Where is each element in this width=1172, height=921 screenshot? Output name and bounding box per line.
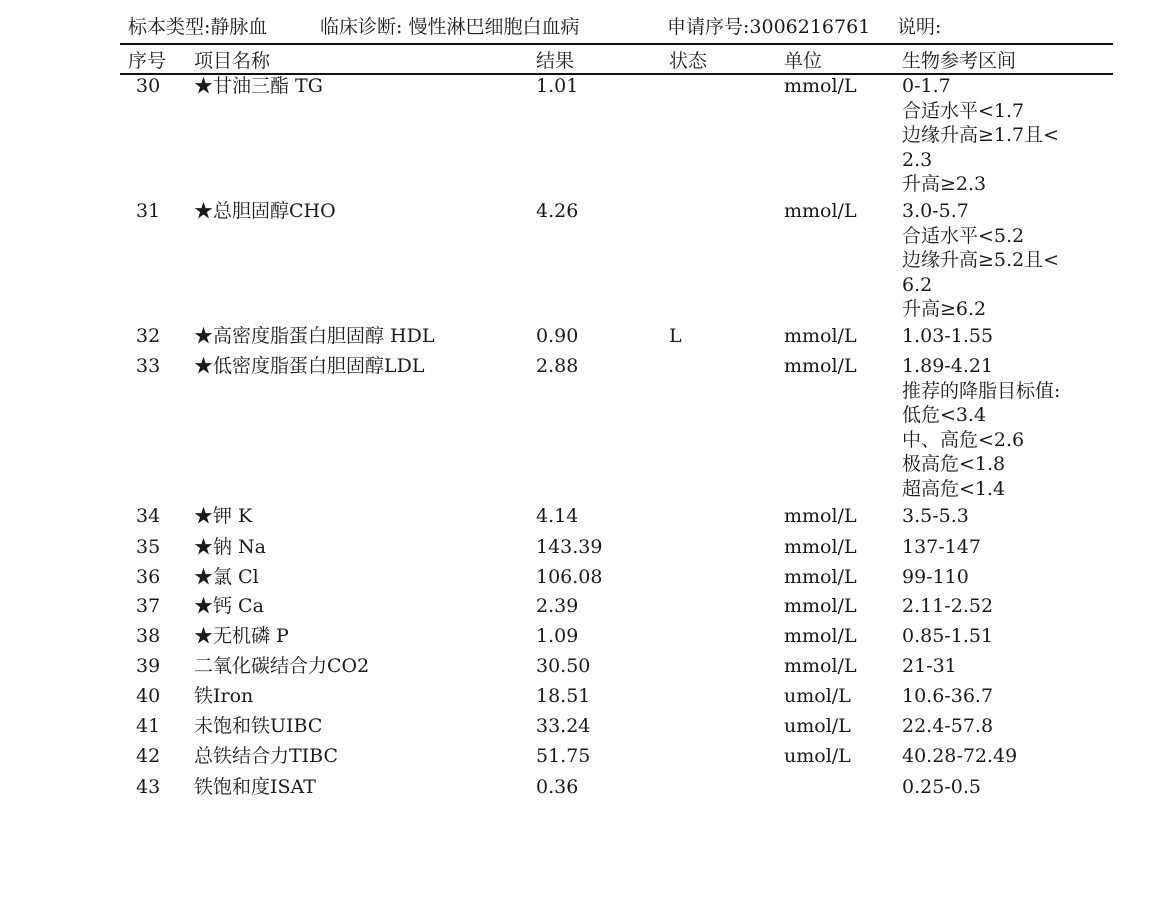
row-unit: umol/L	[784, 685, 851, 707]
row-reference-range	[902, 744, 1017, 769]
row-reference-range	[902, 624, 993, 649]
col-status: 状态	[669, 50, 708, 72]
row-seq: 39	[136, 655, 161, 677]
row-reference-range	[902, 324, 993, 349]
row-seq: 31	[136, 200, 161, 222]
reference-line: 推荐的降脂目标值:	[902, 379, 1061, 402]
reference-line: 边缘升高≥1.7且<	[902, 124, 1060, 146]
row-item-name: 未饱和铁UIBC	[194, 715, 323, 737]
row-item-name: 总铁结合力TIBC	[194, 745, 339, 767]
row-reference-range	[902, 594, 993, 619]
row-seq: 36	[136, 566, 161, 588]
table-header	[0, 46, 1172, 72]
row-seq: 37	[136, 595, 161, 617]
row-item-name: 铁Iron	[194, 685, 254, 707]
row-reference-range	[902, 535, 981, 560]
row-result: 0.36	[536, 776, 579, 798]
row-unit: mmol/L	[784, 325, 857, 347]
reference-line: 0.25-0.5	[902, 776, 981, 798]
row-reference-range	[902, 714, 993, 739]
row-item-name: ★氯 Cl	[194, 566, 259, 588]
row-item-name: ★总胆固醇CHO	[194, 200, 336, 222]
row-unit: mmol/L	[784, 355, 857, 377]
header-top-rule	[120, 43, 1113, 45]
reference-line: 0.85-1.51	[902, 625, 994, 647]
row-reference-range	[902, 775, 981, 800]
row-result: 1.01	[536, 75, 579, 97]
reference-line: 3.5-5.3	[902, 505, 969, 527]
reference-line: 超高危<1.4	[902, 477, 1006, 500]
row-reference-range	[902, 654, 957, 679]
row-unit: mmol/L	[784, 595, 857, 617]
row-unit: mmol/L	[784, 536, 857, 558]
reference-line: 10.6-36.7	[902, 685, 994, 707]
row-unit: mmol/L	[784, 75, 857, 97]
row-unit: umol/L	[784, 715, 851, 737]
row-item-name: ★无机磷 P	[194, 625, 289, 647]
row-seq: 35	[136, 536, 161, 558]
row-seq: 41	[136, 715, 161, 737]
row-item-name: ★高密度脂蛋白胆固醇 HDL	[194, 325, 435, 347]
row-item-name: 铁饱和度ISAT	[194, 776, 316, 798]
row-seq: 32	[136, 325, 161, 347]
row-seq: 40	[136, 685, 161, 707]
reference-line: 中、高危<2.6	[902, 428, 1025, 451]
row-reference-range	[902, 199, 1059, 322]
col-ref: 生物参考区间	[902, 50, 1017, 72]
row-item-name: ★钙 Ca	[194, 595, 264, 617]
report-meta	[128, 12, 1112, 38]
reference-line: 137-147	[902, 536, 981, 558]
row-unit: mmol/L	[784, 566, 857, 588]
col-result: 结果	[536, 50, 575, 72]
row-unit: mmol/L	[784, 655, 857, 677]
row-result: 4.14	[536, 505, 579, 527]
row-seq: 33	[136, 355, 161, 377]
row-seq: 34	[136, 505, 161, 527]
row-result: 33.24	[536, 715, 591, 737]
reference-line: 1.89-4.21	[902, 355, 994, 377]
reference-line: 2.3	[902, 148, 933, 171]
row-item-name: ★甘油三酯 TG	[194, 75, 323, 97]
row-reference-range	[902, 354, 1060, 501]
col-name: 项目名称	[194, 50, 271, 72]
reference-line: 升高≥2.3	[902, 173, 987, 195]
row-item-name: ★低密度脂蛋白胆固醇LDL	[194, 355, 425, 377]
reference-line: 3.0-5.7	[902, 200, 969, 222]
row-item-name: 二氧化碳结合力CO2	[194, 655, 370, 677]
row-result: 0.90	[536, 325, 579, 347]
row-result: 18.51	[536, 685, 591, 707]
row-result: 30.50	[536, 655, 591, 677]
row-result: 2.88	[536, 355, 579, 377]
row-unit: mmol/L	[784, 625, 857, 647]
reference-line: 合适水平<5.2	[902, 224, 1025, 247]
reference-line: 99-110	[902, 566, 969, 588]
col-seq: 序号	[128, 50, 167, 72]
row-seq: 38	[136, 625, 161, 647]
row-result: 51.75	[536, 745, 591, 767]
row-item-name: ★钾 K	[194, 505, 253, 527]
reference-line: 升高≥6.2	[902, 298, 987, 320]
reference-line: 6.2	[902, 273, 933, 296]
row-unit: mmol/L	[784, 200, 857, 222]
row-reference-range	[902, 74, 1059, 197]
row-result: 143.39	[536, 536, 603, 558]
row-seq: 43	[136, 776, 161, 798]
request-number: 申请序号:3006216761	[667, 16, 871, 38]
reference-line: 极高危<1.8	[902, 453, 1006, 475]
row-reference-range	[902, 504, 969, 529]
row-result: 2.39	[536, 595, 579, 617]
reference-line: 22.4-57.8	[902, 715, 994, 737]
row-result: 106.08	[536, 566, 603, 588]
row-reference-range	[902, 684, 993, 709]
reference-line: 40.28-72.49	[902, 745, 1018, 767]
row-unit: mmol/L	[784, 505, 857, 527]
reference-line: 0-1.7	[902, 75, 951, 97]
row-result: 1.09	[536, 625, 579, 647]
reference-line: 边缘升高≥5.2且<	[902, 249, 1060, 271]
row-unit: umol/L	[784, 745, 851, 767]
row-item-name: ★钠 Na	[194, 536, 266, 558]
reference-line: 1.03-1.55	[902, 325, 994, 347]
row-reference-range	[902, 565, 969, 590]
reference-line: 合适水平<1.7	[902, 99, 1025, 122]
row-result: 4.26	[536, 200, 579, 222]
row-status: L	[669, 325, 682, 347]
row-seq: 42	[136, 745, 161, 767]
reference-line: 21-31	[902, 655, 957, 677]
reference-line: 低危<3.4	[902, 404, 987, 426]
specimen-type: 标本类型:静脉血	[128, 16, 268, 38]
col-unit: 单位	[784, 50, 823, 72]
note-label: 说明:	[897, 16, 942, 38]
row-seq: 30	[136, 75, 161, 97]
reference-line: 2.11-2.52	[902, 595, 994, 617]
clinical-diagnosis: 临床诊断: 慢性淋巴细胞白血病	[320, 16, 580, 38]
